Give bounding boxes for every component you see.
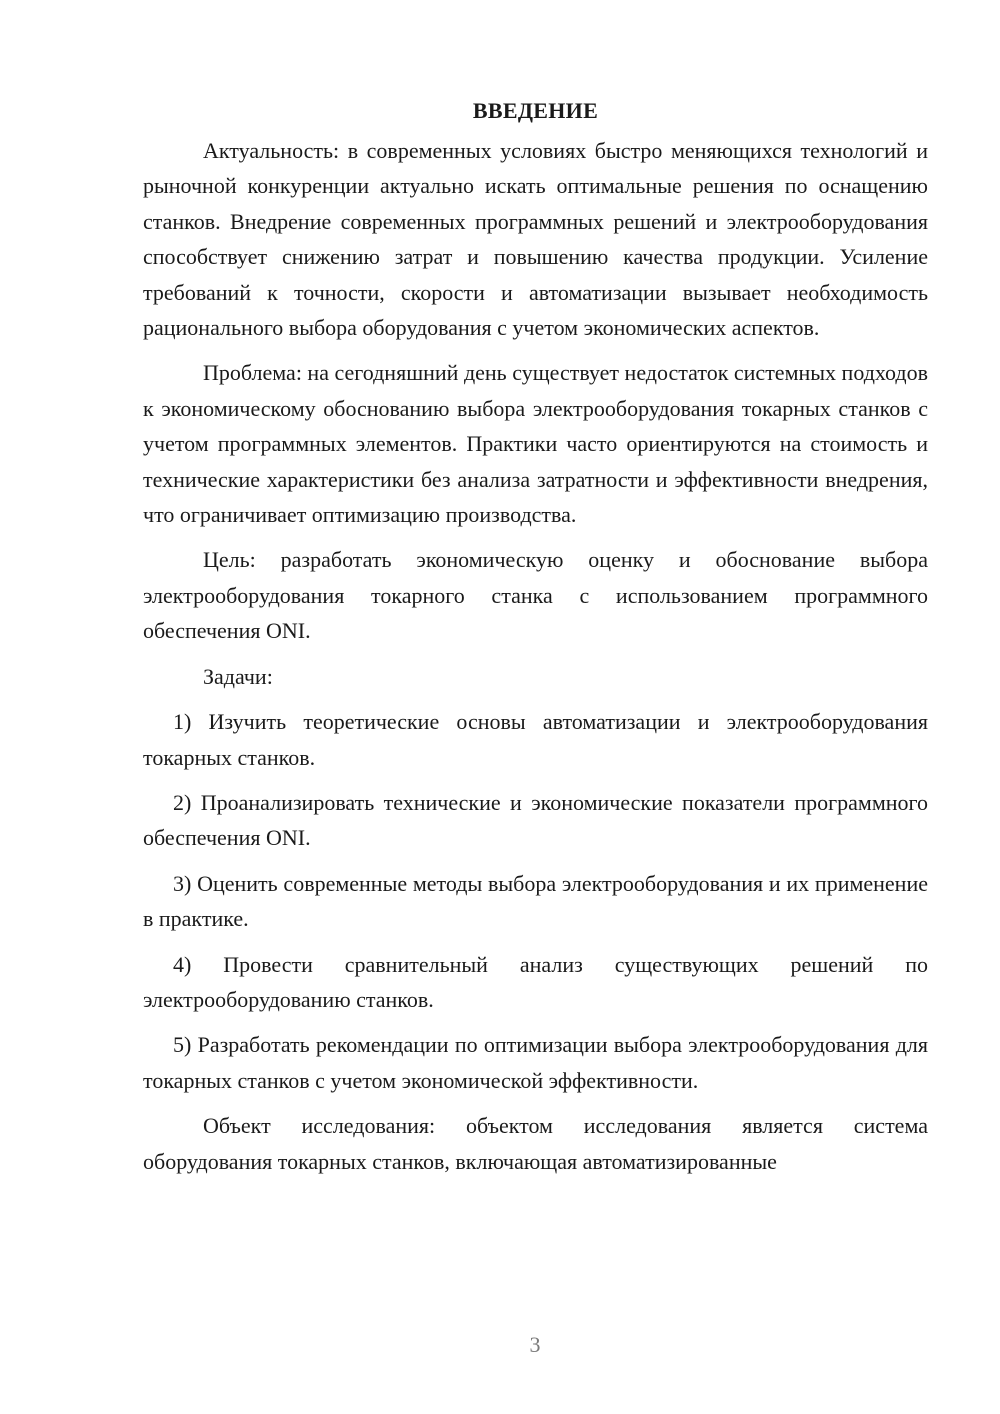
paragraph-relevance: Актуальность: в современных условиях быстро меняющихся технологий и рыночной конкуренции актуально искать оптимальные решения по оснащению станков. Внедрение современных программных решений и электрооборудования способствует снижению затрат и повышению качества продукции. Усиление требований к точности, скорости и автоматизации вызывает необходимость рационального выбора оборудования с учетом экономических аспектов. xyxy=(143,138,928,341)
page-number: 3 xyxy=(529,1332,541,1357)
task-item-2: 2) Проанализировать технические и экономические показатели программного обеспечения ONI. xyxy=(143,789,928,851)
paragraph-object: Объект исследования: объектом исследования является система оборудования токарных станков, включающая автоматизированные xyxy=(143,1113,928,1174)
document-page xyxy=(143,95,928,1189)
task-item-4: 4) Провести сравнительный анализ существующих решений по электрооборудованию станков. xyxy=(143,951,928,1012)
task-item-3: 3) Оценить современные методы выбора электрооборудования и их применение в практике. xyxy=(143,870,928,932)
task-item-1: 1) Изучить теоретические основы автоматизации и электрооборудования токарных станков. xyxy=(143,709,928,770)
tasks-heading: Задачи: xyxy=(203,663,273,689)
task-item-5: 5) Разработать рекомендации по оптимизации выбора электрооборудования для токарных станков с учетом экономической эффективности. xyxy=(143,1032,928,1093)
paragraph-goal: Цель: разработать экономическую оценку и обоснование выбора электрооборудования токарного станка с использованием программного обеспечения ONI. xyxy=(143,547,928,644)
page-title: ВВЕДЕНИЕ xyxy=(472,98,599,123)
paragraph-problem: Проблема: на сегодняшний день существует недостаток системных подходов к экономическому обоснованию выбора электрооборудования токарных станков с учетом программных элементов. Практики часто ориентируются на стоимость и технические характеристики без анализа затратности и эффективности внедрения, что ограничивает оптимизацию производства. xyxy=(143,360,928,528)
